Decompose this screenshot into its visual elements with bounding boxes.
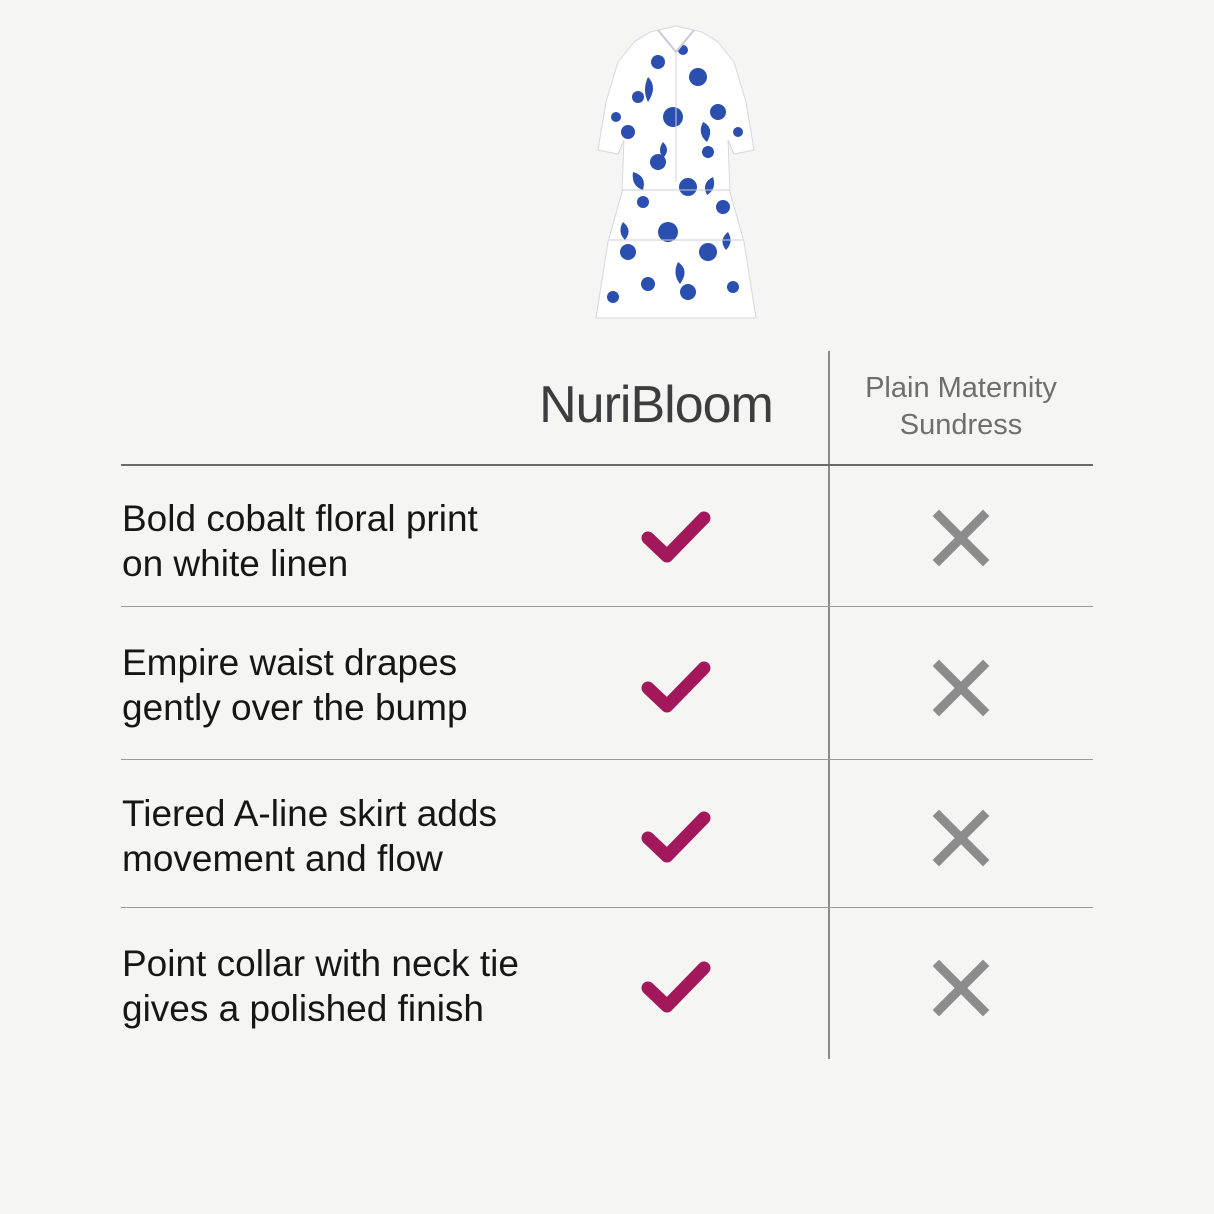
cross-icon bbox=[931, 958, 991, 1018]
feature-label bbox=[122, 496, 592, 586]
feature-label-line1: Empire waist drapes bbox=[122, 642, 458, 683]
feature-label-line1: Tiered A-line skirt adds bbox=[122, 793, 497, 834]
competitor-name bbox=[838, 370, 1084, 444]
feature-label-line2: gives a polished finish bbox=[122, 988, 484, 1029]
check-icon bbox=[638, 958, 714, 1016]
feature-label-line2: movement and flow bbox=[122, 838, 443, 879]
competitor-name-line2: Sundress bbox=[899, 409, 1023, 441]
feature-label bbox=[122, 941, 592, 1031]
check-icon bbox=[638, 808, 714, 866]
feature-label-line1: Bold cobalt floral print bbox=[122, 498, 478, 539]
check-icon bbox=[638, 508, 714, 566]
competitor-name-line1: Plain Maternity bbox=[865, 372, 1057, 404]
cross-icon bbox=[931, 508, 991, 568]
feature-label-line1: Point collar with neck tie bbox=[122, 943, 519, 984]
row-divider bbox=[121, 606, 1093, 607]
row-divider bbox=[121, 759, 1093, 760]
feature-label-line2: gently over the bump bbox=[122, 687, 468, 728]
header-divider bbox=[121, 464, 1093, 466]
brand-name: NuriBloom bbox=[539, 376, 773, 434]
dress-product-image bbox=[588, 22, 764, 328]
feature-label bbox=[122, 791, 592, 881]
cross-icon bbox=[931, 808, 991, 868]
row-divider bbox=[121, 907, 1093, 908]
feature-label-line2: on white linen bbox=[122, 543, 349, 584]
check-icon bbox=[638, 658, 714, 716]
feature-label bbox=[122, 640, 592, 730]
column-divider bbox=[828, 351, 830, 1059]
cross-icon bbox=[931, 658, 991, 718]
